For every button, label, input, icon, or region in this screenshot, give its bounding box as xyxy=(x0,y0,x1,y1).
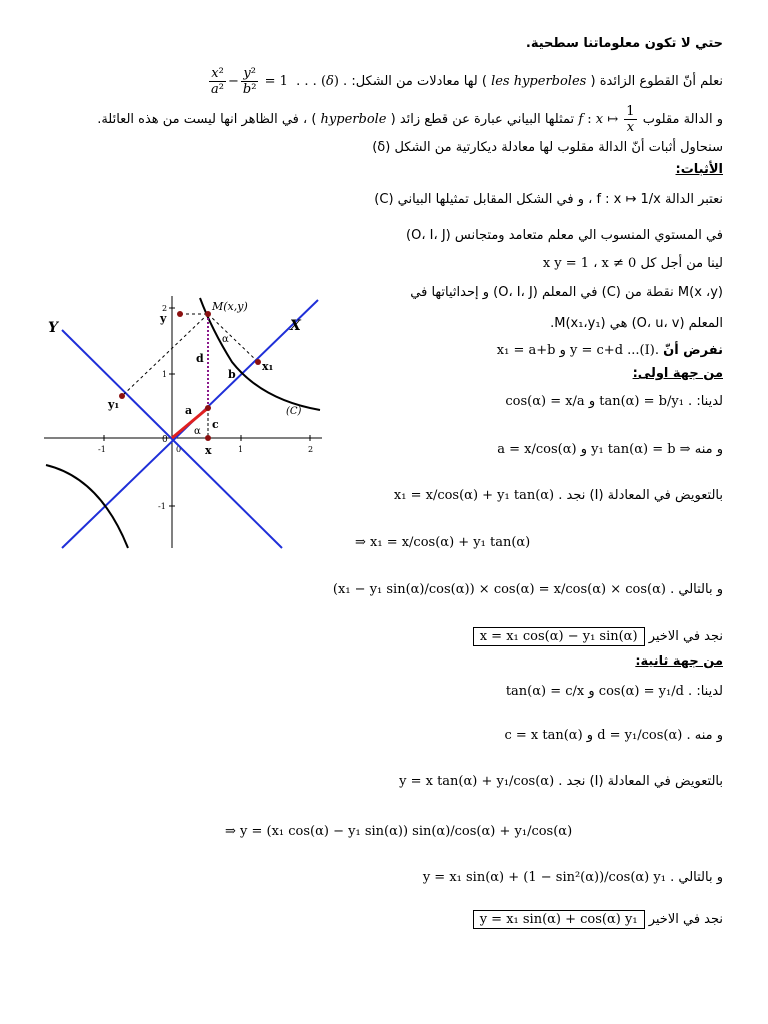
tick-x-0: 0 xyxy=(176,445,182,454)
intro-l2-suffix: ) ، في الظاهر انها ليست من هذه العائلة. xyxy=(97,112,317,127)
label-curve: (C) xyxy=(286,406,302,417)
label-alpha-1: α xyxy=(194,426,201,437)
intro-l1-mid: ) لها معادلات من الشكل: xyxy=(351,74,487,89)
proof-line-5: المعلم (O، u، v) هي M(x₁،y₁). xyxy=(550,316,723,331)
tick-x-neg1: -1 xyxy=(98,445,106,454)
s1-line-5 xyxy=(333,582,723,597)
s2-l1-prefix: لدينا: xyxy=(696,684,723,699)
s2-l1-eq: tan(α) = c/x و cos(α) = y₁/d . xyxy=(505,684,693,699)
tick-x-2: 2 xyxy=(308,445,314,454)
intro-l2-mid: تمثلها البياني عبارة عن قطع زائد ( xyxy=(390,112,575,127)
label-x: x xyxy=(205,444,212,457)
s1-line-4: ⇒ x₁ = x/cos(α) + y₁ tan(α) xyxy=(355,535,531,550)
label-axis-Y: Y xyxy=(48,320,58,336)
label-y: y xyxy=(160,312,167,325)
s2-line-5 xyxy=(423,870,723,885)
s2-l2-prefix: و منه xyxy=(694,728,723,743)
hyperbola-figure xyxy=(40,292,330,550)
s2-l6-prefix: نجد في الاخير xyxy=(648,912,723,927)
s1-l5-prefix: و بالتالي xyxy=(678,582,723,597)
point-x xyxy=(205,435,211,441)
tick-y-2: 2 xyxy=(162,304,168,313)
hyperbola-equation: $\frac{\text{x²}}{\text{a²}}$ − $\frac{\text{y²}}{\text{b²}}$ = 1 . . . (δ) . xyxy=(211,66,348,97)
proof-heading: الأثبات: xyxy=(675,162,723,177)
tick-x-1: 1 xyxy=(238,445,244,454)
label-M: M(x,y) xyxy=(212,300,248,313)
s1-l1-eq: cos(α) = x/a و tan(α) = b/y₁ . xyxy=(505,394,693,409)
s2-line-6 xyxy=(473,910,723,929)
s1-l1-prefix: لدينا: xyxy=(696,394,723,409)
s1-l2-eq: a = x/cos(α) و y₁ tan(α) = b ⇒ xyxy=(497,442,691,457)
intro-l1-term: les hyperboles xyxy=(491,74,587,89)
intro-line-2 xyxy=(97,104,723,135)
point-y xyxy=(177,311,183,317)
s2-l3-prefix: بالتعويض في المعادلة (I) نجد xyxy=(566,774,723,789)
label-axis-X: X xyxy=(290,318,301,334)
intro-l1-prefix: نعلم أنّ القطوع الزائدة ( xyxy=(590,74,723,89)
tick-y-neg1: -1 xyxy=(158,502,166,511)
proof-line-2: في المستوي المنسوب الي معلم متعامد ومتجانس (O، I، J) xyxy=(406,228,723,243)
s1-l3-eq: x₁ = x/cos(α) + y₁ tan(α) . xyxy=(393,488,563,503)
intro-l2-term: hyperbole xyxy=(320,112,387,127)
label-origin: 0 xyxy=(162,435,168,445)
x-result-box: x = x₁ cos(α) − y₁ sin(α) xyxy=(473,627,645,646)
point-a-end xyxy=(205,405,211,411)
s1-l6-prefix: نجد في الاخير xyxy=(648,629,723,644)
proof-line-4: M(x ،y) نقطة من (C) في المعلم (O، I، J) و إحداثياتها في xyxy=(410,285,723,300)
s2-line-3 xyxy=(399,774,723,789)
label-d: d xyxy=(196,352,204,365)
s1-l2-prefix: و منه xyxy=(694,442,723,457)
s1-line-1 xyxy=(505,394,723,409)
intro-line-1 xyxy=(207,66,723,97)
s1-l5-eq: (x₁ − y₁ sin(α)/cos(α)) × cos(α) = x/cos(α) × cos(α) . xyxy=(332,582,675,597)
section-2-heading: من جهة ثانية: xyxy=(635,654,723,669)
proof-line-3 xyxy=(543,256,723,271)
s1-l3-prefix: بالتعويض في المعادلة (I) نجد xyxy=(566,488,723,503)
page-title: حتي لا تكون معلوماتنا سطحية. xyxy=(525,36,723,51)
s2-l5-prefix: و بالتالي xyxy=(678,870,723,885)
s2-line-4: ⇒ y = (x₁ cos(α) − y₁ sin(α)) sin(α)/cos(α) + y₁/cos(α) xyxy=(225,824,573,839)
y-result-box: y = x₁ sin(α) + cos(α) y₁ xyxy=(473,910,645,929)
inverse-function: f : x ↦ $\frac{1}{x}$ xyxy=(578,104,635,135)
label-alpha-2: α xyxy=(222,334,229,345)
s1-line-2 xyxy=(497,442,723,457)
s2-line-2 xyxy=(504,728,723,743)
proof-line-6 xyxy=(497,343,723,358)
s1-line-6 xyxy=(473,627,723,646)
s2-l2-eq: c = x tan(α) و d = y₁/cos(α) . xyxy=(504,728,691,743)
section-1-heading: من جهة اولى: xyxy=(632,366,723,381)
label-a: a xyxy=(185,404,193,417)
intro-l2-prefix: و الدالة مقلوب xyxy=(642,112,723,127)
s1-line-3 xyxy=(394,488,723,503)
intro-line-3: سنحاول أثبات أنّ الدالة مقلوب لها معادلة ديكارتية من الشكل (δ) xyxy=(372,140,723,155)
proof-line-1: نعتبر الدالة f : x ↦ 1/x ، و في الشكل المقابل تمثيلها البياني (C) xyxy=(374,192,723,207)
label-y1: y₁ xyxy=(108,398,120,411)
s2-line-1 xyxy=(506,684,723,699)
label-c: c xyxy=(212,418,219,431)
point-x1 xyxy=(255,359,261,365)
s2-l3-eq: y = x tan(α) + y₁/cos(α) . xyxy=(399,774,563,789)
s2-l5-eq: y = x₁ sin(α) + (1 − sin²(α))/cos(α) y₁ . xyxy=(422,870,675,885)
hyperbola-branch-left xyxy=(46,465,128,548)
label-x1: x₁ xyxy=(262,360,274,373)
tick-y-1: 1 xyxy=(162,370,168,379)
label-b: b xyxy=(228,368,236,381)
proof-l6-eq: x₁ = a+b و y = c+d ...(I). xyxy=(496,343,659,358)
point-y1 xyxy=(119,393,125,399)
point-M xyxy=(205,311,211,317)
proof-l6-prefix: نفرض أنّ xyxy=(663,343,723,358)
proof-l3-prefix: لينا من أجل كل xyxy=(640,256,723,271)
proof-l3-eq: x y = 1 ، x ≠ 0 xyxy=(542,256,637,271)
